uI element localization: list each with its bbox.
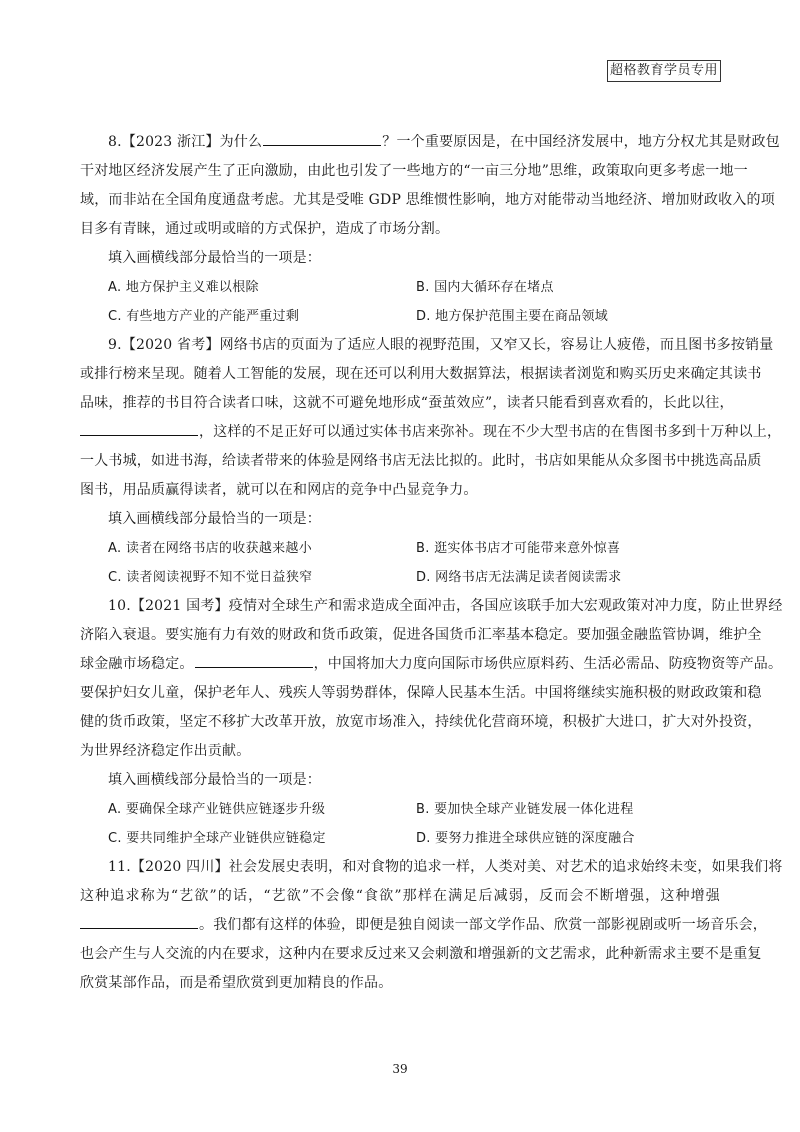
question-source: 【2021 国考】: [130, 598, 229, 614]
question-line: 球金融市场稳定。 ，中国将加大力度向国际市场供应原料药、生活必需品、防疫物资等产品。: [80, 650, 720, 679]
question-line: 这种追求称为“艺欲”的话，“艺欲”不会像“食欲”那样在满足后减弱，反而会不断增强，这种增强: [80, 888, 720, 904]
question-prompt: 填入画横线部分最恰当的一项是：: [108, 511, 321, 527]
answer-blank: [263, 131, 381, 146]
document-body: [80, 128, 783, 998]
question-line: 为世界经济稳定作出贡献。: [80, 743, 251, 759]
question-line: 干对地区经济发展产生了正向激励，由此也引发了一些地方的“一亩三分地”思维，政策取向更多考虑一地一: [80, 163, 748, 179]
option-b[interactable]: B. 逛实体书店才可能带来意外惊喜: [416, 541, 621, 556]
question-prompt: 填入画横线部分最恰当的一项是：: [108, 250, 321, 266]
question-line: ，这样的不足正好可以通过实体书店来弥补。现在不少大型书店的在售图书多到十万种以上，: [80, 418, 720, 447]
option-a[interactable]: A. 要确保全球产业链供应链逐步升级: [108, 802, 326, 817]
question-10: [80, 592, 783, 853]
page-number: 39: [392, 1062, 408, 1076]
question-line: 10.【2021 国考】疫情对全球生产和需求造成全面冲击，各国应该联手加大宏观政策对冲力度，防止世界经: [108, 598, 783, 614]
question-line: 欣赏某部作品，而是希望欣赏到更加精良的作品。: [80, 975, 393, 991]
options: [80, 795, 720, 853]
question-line: 。我们都有这样的体验，即便是独自阅读一部文学作品、欣赏一部影视剧或听一场音乐会，: [80, 911, 720, 940]
question-9: [80, 331, 782, 592]
question-line: 要保护妇女儿童，保护老年人、残疾人等弱势群体，保障人民基本生活。中国将继续实施积极的财政政策和稳: [80, 685, 762, 701]
header-label: 超格教育学员专用: [607, 60, 721, 82]
option-c[interactable]: C. 要共同维护全球产业链供应链稳定: [108, 831, 326, 846]
option-b[interactable]: B. 要加快全球产业链发展一体化进程: [416, 802, 634, 817]
question-number: 11.: [108, 859, 131, 875]
question-8: [80, 128, 780, 331]
question-number: 10.: [108, 598, 131, 614]
question-line: 图书，用品质赢得读者，就可以在和网店的竞争中凸显竞争力。: [80, 482, 478, 498]
question-prompt: 填入画横线部分最恰当的一项是：: [108, 772, 321, 788]
option-d[interactable]: D. 要努力推进全球供应链的深度融合: [416, 831, 635, 846]
options: [80, 534, 720, 592]
answer-blank: [80, 421, 198, 436]
option-d[interactable]: D. 地方保护范围主要在商品领域: [416, 309, 609, 324]
question-line: 11.【2020 四川】社会发展史表明，和对食物的追求一样，人类对美、对艺术的追求始终未变，如果我们将: [108, 859, 783, 875]
option-b[interactable]: B. 国内大循环存在堵点: [416, 280, 554, 295]
question-number: 8.: [108, 134, 122, 150]
question-line: 目多有青睐，通过或明或暗的方式保护，造成了市场分割。: [80, 221, 450, 237]
question-11: [80, 853, 783, 998]
question-line: 8.【2023 浙江】为什么 ？一个重要原因是，在中国经济发展中，地方分权尤其是财政包: [80, 128, 720, 157]
option-c[interactable]: C. 有些地方产业的产能严重过剩: [108, 309, 300, 324]
option-c[interactable]: C. 读者阅读视野不知不觉日益狭窄: [108, 570, 313, 585]
answer-blank: [80, 914, 198, 929]
question-line: 济陷入衰退。要实施有力有效的财政和货币政策，促进各国货币汇率基本稳定。要加强金融监管协调，维护全: [80, 627, 762, 643]
question-line: 也会产生与人交流的内在要求，这种内在要求反过来又会刺激和增强新的文艺需求，此种新需求主要不是重复: [80, 946, 762, 962]
question-line: 品味，推荐的书目符合读者口味，这就不可避免地形成“蚕茧效应”，读者只能看到喜欢看的，长此以往，: [80, 395, 734, 411]
question-line: 9.【2020 省考】网络书店的页面为了适应人眼的视野范围，又窄又长，容易让人疲倦，而且图书多按销量: [108, 337, 774, 353]
question-line: 或排行榜来呈现。随着人工智能的发展，现在还可以利用大数据算法，根据读者浏览和购买历史来确定其读书: [80, 366, 762, 382]
question-line: 健的货币政策，坚定不移扩大改革开放，放宽市场准入，持续优化营商环境，积极扩大进口，扩大对外投资，: [80, 714, 762, 730]
option-d[interactable]: D. 网络书店无法满足读者阅读需求: [416, 570, 622, 585]
option-a[interactable]: A. 读者在网络书店的收获越来越小: [108, 541, 313, 556]
option-a[interactable]: A. 地方保护主义难以根除: [108, 280, 259, 295]
question-source: 【2020 四川】: [130, 859, 229, 875]
question-line: 一人书城，如进书海，给读者带来的体验是网络书店无法比拟的。此时，书店如果能从众多图书中挑选高品质: [80, 453, 762, 469]
question-line: 域，而非站在全国角度通盘考虑。尤其是受唯 GDP 思维惯性影响，地方对能带动当地经济、增加财政收入的项: [80, 192, 775, 208]
answer-blank: [195, 653, 313, 668]
question-source: 【2020 省考】: [121, 337, 220, 353]
question-number: 9.: [108, 337, 122, 353]
question-source: 【2023 浙江】: [121, 134, 220, 150]
options: [80, 273, 720, 331]
